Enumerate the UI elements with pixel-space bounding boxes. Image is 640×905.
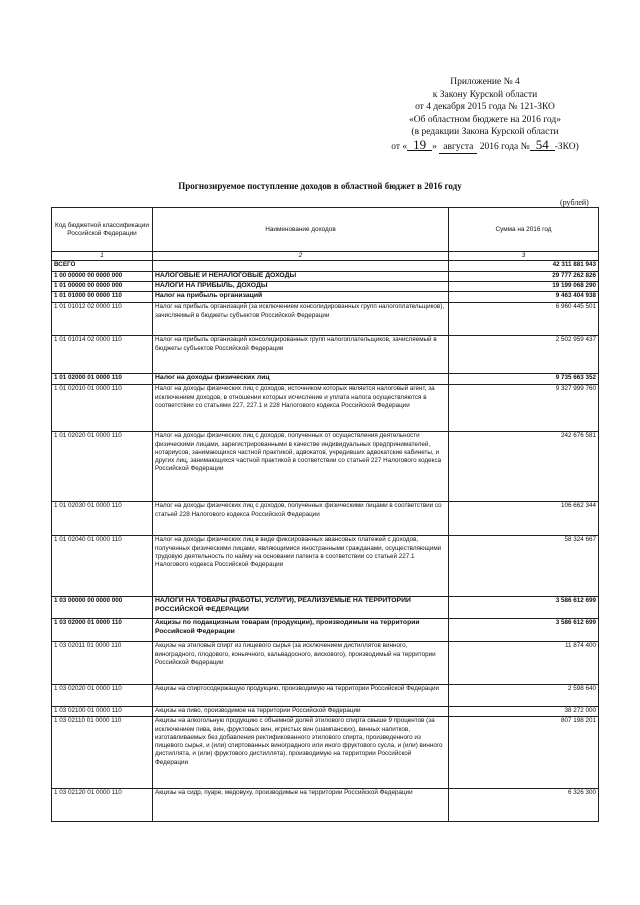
row-sum: 242 676 581 — [449, 432, 599, 502]
row-sum: 29 777 262 826 — [449, 272, 599, 282]
table-header-row — [52, 208, 599, 252]
row-code: 1 01 00000 00 0000 000 — [52, 282, 153, 292]
row-sum: 2 502 959 437 — [449, 336, 599, 374]
column-number-row — [52, 252, 599, 261]
table-row — [52, 717, 599, 789]
table-row — [52, 272, 599, 282]
row-code: ВСЕГО — [52, 261, 153, 272]
row-sum: 9 327 999 760 — [449, 385, 599, 432]
row-name: Налог на доходы физических лиц с доходов, полученных от осуществления деятельности физическими лицами, зарегистрированными в качестве индивидуальных предпринимателей, нотариусов, занимающихся частной практикой, адвокатов, учредивших адвокатские кабинеты, и других лиц, занимающихся частной практикой в соответствии со статьей 227 Налогового кодекса Российской Федерации — [153, 432, 449, 502]
row-sum: 58 324 667 — [449, 536, 599, 597]
row-name: Налог на доходы физических лиц — [153, 374, 449, 385]
amendment-month: августа — [439, 142, 477, 154]
row-name: Налог на доходы физических лиц в виде фиксированных авансовых платежей с доходов, полученных физическими лицами, являющимися иностранными гражданами, осуществляющими трудовую деятельность по найму на основании патента в соответствии со статьей 227.1 Налогового кодекса Российской Федерации — [153, 536, 449, 597]
row-code: 1 01 02040 01 0000 110 — [52, 536, 153, 597]
table-row — [52, 707, 599, 717]
header-line: Приложение № 4 — [450, 77, 520, 87]
row-code: 1 03 02110 01 0000 110 — [52, 717, 153, 789]
table-row — [52, 282, 599, 292]
table-row — [52, 536, 599, 597]
table-row — [52, 597, 599, 619]
row-name: Акцизы на этиловый спирт из пищевого сырья (за исключением дистиллятов винного, виноградного, плодового, коньячного, кальвадосного, вискового), производимый на территории Российской Федерации — [153, 642, 449, 685]
row-name: НАЛОГИ НА ПРИБЫЛЬ, ДОХОДЫ — [153, 282, 449, 292]
table-row — [52, 385, 599, 432]
row-sum: 3 586 612 699 — [449, 597, 599, 619]
row-code: 1 03 02020 01 0000 110 — [52, 685, 153, 707]
header-line: к Закону Курской области — [432, 89, 538, 100]
row-code: 1 01 02010 01 0000 110 — [52, 385, 153, 432]
row-sum: 106 662 344 — [449, 502, 599, 536]
amendment-mid: » — [432, 141, 437, 152]
header-name: Наименование доходов — [153, 208, 449, 252]
table-row — [52, 432, 599, 502]
row-name: Налог на прибыль организаций (за исключением консолидированных групп налогоплательщиков), зачисляемый в бюджеты субъектов Российской Федерации — [153, 303, 449, 336]
row-name: Акцизы на сидр, пуаре, медовуху, производимые на территории Российской Федерации — [153, 789, 449, 822]
row-name: Акцизы на алкогольную продукцию с объемной долей этилового спирта свыше 9 процентов (за исключением пива, вин, фруктовых вин, игристых вин (шампанских), винных напитков, изготавливаемых без добавления ректификованного этилового спирта, произведенного из пищевого сырья, и (или) спиртованных виноградного или иного фруктового сусла, и (или) винного дистиллята, и (или) фруктового дистиллята), производимую на территории Российской Федерации — [153, 717, 449, 789]
row-name: НАЛОГИ НА ТОВАРЫ (РАБОТЫ, УСЛУГИ), РЕАЛИЗУЕМЫЕ НА ТЕРРИТОРИИ РОССИЙСКОЙ ФЕДЕРАЦИИ — [153, 597, 449, 619]
table-row — [52, 374, 599, 385]
row-name: НАЛОГОВЫЕ И НЕНАЛОГОВЫЕ ДОХОДЫ — [153, 272, 449, 282]
row-code: 1 03 02120 01 0000 110 — [52, 789, 153, 822]
row-name: Налог на прибыль организаций — [153, 292, 449, 303]
header-code: Код бюджетной классификации Российской Федерации — [52, 208, 153, 252]
row-sum: 6 960 445 501 — [449, 303, 599, 336]
row-name: Налог на доходы физических лиц с доходов, источником которых является налоговый агент, за исключением доходов, в отношении которых исчисление и уплата налога осуществляются в соответствии со статьями 227, 227.1 и 228 Налогового кодекса Российской Федерации — [153, 385, 449, 432]
amendment-prefix: от « — [391, 141, 408, 152]
row-code: 1 01 02030 01 0000 110 — [52, 502, 153, 536]
table-row — [52, 292, 599, 303]
row-sum: 11 874 400 — [449, 642, 599, 685]
header-line: (в редакции Закона Курской области — [411, 127, 559, 137]
row-name: Акцизы по подакцизным товарам (продукции), производимым на территории Российской Федерации — [153, 619, 449, 642]
row-sum: 6 326 300 — [449, 789, 599, 822]
revenue-table — [51, 207, 599, 822]
row-code: 1 01 01014 02 0000 110 — [52, 336, 153, 374]
document-title: Прогнозируемое поступление доходов в областной бюджет в 2016 году — [178, 181, 462, 191]
units-label: (рублей) — [560, 198, 589, 207]
amendment-suffix: -ЗКО) — [554, 141, 579, 152]
row-code: 1 01 02020 01 0000 110 — [52, 432, 153, 502]
row-code: 1 00 00000 00 0000 000 — [52, 272, 153, 282]
table-row — [52, 685, 599, 707]
row-code: 1 01 01000 00 0000 110 — [52, 292, 153, 303]
row-sum: 9 735 663 352 — [449, 374, 599, 385]
row-code: 1 01 02000 01 0000 110 — [52, 374, 153, 385]
column-number: 2 — [153, 252, 449, 261]
table-row — [52, 502, 599, 536]
amendment-number: 54 — [530, 139, 555, 151]
row-sum: 19 199 068 290 — [449, 282, 599, 292]
table-row — [52, 336, 599, 374]
table-row — [52, 303, 599, 336]
amendment-day: 19 — [407, 139, 432, 151]
row-name: Акцизы на пиво, производимое на территории Российской Федерации — [153, 707, 449, 717]
row-sum: 42 311 881 943 — [449, 261, 599, 272]
row-name: Налог на прибыль организаций консолидированных групп налогоплательщиков, зачисляемый в бюджеты субъектов Российской Федерации — [153, 336, 449, 374]
column-number: 3 — [449, 252, 599, 261]
row-sum: 807 198 201 — [449, 717, 599, 789]
table-row — [52, 642, 599, 685]
table-row — [52, 619, 599, 642]
table-body — [52, 261, 599, 822]
row-code: 1 03 00000 00 0000 000 — [52, 597, 153, 619]
header-line: от 4 декабря 2015 года № 121-ЗКО — [415, 102, 555, 112]
row-sum: 9 463 404 938 — [449, 292, 599, 303]
row-name: Налог на доходы физических лиц с доходов, полученных физическими лицами в соответствии со статьей 228 Налогового кодекса Российской Федерации — [153, 502, 449, 536]
amendment-line — [350, 136, 620, 154]
column-number: 1 — [52, 252, 153, 261]
row-name: Акцизы на спиртосодержащую продукцию, производимую на территории Российской Федерации — [153, 685, 449, 707]
row-code: 1 01 01012 02 0000 110 — [52, 303, 153, 336]
table-row — [52, 261, 599, 272]
header-sum: Сумма на 2016 год — [449, 208, 599, 252]
row-sum: 2 598 640 — [449, 685, 599, 707]
amendment-year: 2016 года № — [479, 141, 530, 152]
row-sum: 38 272 000 — [449, 707, 599, 717]
row-code: 1 03 02000 01 0000 110 — [52, 619, 153, 642]
row-code: 1 03 02011 01 0000 110 — [52, 642, 153, 685]
row-sum: 3 586 612 699 — [449, 619, 599, 642]
row-name — [153, 261, 449, 272]
appendix-header — [350, 76, 620, 154]
row-code: 1 03 02100 01 0000 110 — [52, 707, 153, 717]
table-row — [52, 789, 599, 822]
header-line: «Об областном бюджете на 2016 год» — [409, 114, 561, 125]
